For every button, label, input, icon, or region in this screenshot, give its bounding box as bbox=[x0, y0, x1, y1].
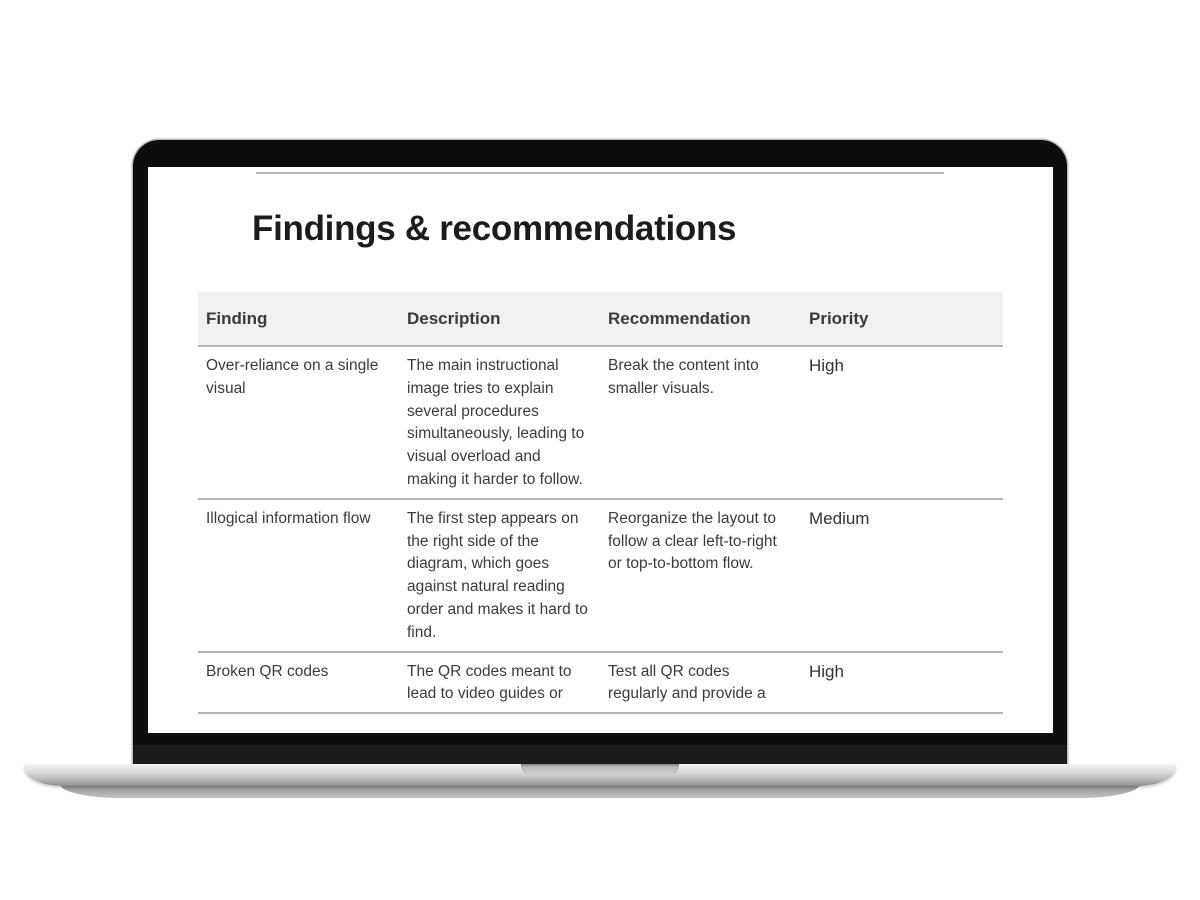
cell-recommendation: Test all QR codes regularly and provide a bbox=[600, 652, 801, 714]
table-row bbox=[198, 652, 1003, 714]
cell-description: The main instructional image tries to explain several procedures simultaneously, leading to visual overload and making it harder to follow. bbox=[399, 346, 600, 499]
table-header-row bbox=[198, 292, 1003, 346]
page-title: Findings & recommendations bbox=[252, 209, 737, 248]
header-finding: Finding bbox=[198, 292, 399, 346]
cell-finding: Over-reliance on a single visual bbox=[198, 346, 399, 499]
findings-table bbox=[198, 292, 1003, 714]
cell-recommendation: Break the content into smaller visuals. bbox=[600, 346, 801, 499]
laptop-notch bbox=[521, 764, 679, 775]
cell-priority: High bbox=[801, 346, 1003, 499]
cell-finding: Broken QR codes bbox=[198, 652, 399, 714]
cell-recommendation: Reorganize the layout to follow a clear left-to-right or top-to-bottom flow. bbox=[600, 499, 801, 652]
cell-priority: High bbox=[801, 652, 1003, 714]
table-row bbox=[198, 499, 1003, 652]
header-priority: Priority bbox=[801, 292, 1003, 346]
cell-description: The QR codes meant to lead to video guides or bbox=[399, 652, 600, 714]
table-row bbox=[198, 346, 1003, 499]
cell-description: The first step appears on the right side of the diagram, which goes against natural reading order and makes it hard to find. bbox=[399, 499, 600, 652]
cell-priority: Medium bbox=[801, 499, 1003, 652]
laptop-base-underside bbox=[60, 784, 1140, 798]
laptop-screen bbox=[148, 167, 1053, 733]
header-recommendation: Recommendation bbox=[600, 292, 801, 346]
laptop-chin bbox=[133, 745, 1067, 765]
header-description: Description bbox=[399, 292, 600, 346]
cell-finding: Illogical information flow bbox=[198, 499, 399, 652]
divider bbox=[256, 172, 944, 174]
